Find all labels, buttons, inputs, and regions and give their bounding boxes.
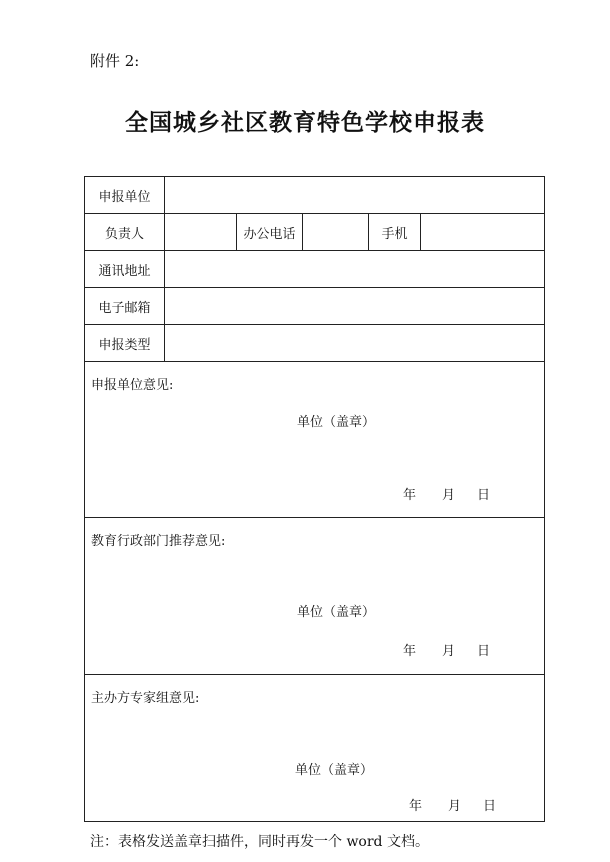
date-day: 日	[483, 799, 497, 814]
expert-group-date	[409, 795, 496, 814]
expert-group-opinion-title: 主办方专家组意见:	[91, 691, 200, 706]
date-day: 日	[477, 644, 491, 659]
application-type-field[interactable]	[165, 325, 545, 362]
office-phone-label: 办公电话	[237, 214, 303, 251]
date-month: 月	[442, 488, 456, 503]
education-dept-opinion-title: 教育行政部门推荐意见:	[91, 534, 226, 549]
contact-person-field[interactable]	[165, 214, 237, 251]
contact-person-label: 负责人	[85, 214, 165, 251]
application-form-table	[84, 176, 545, 822]
date-day: 日	[477, 488, 491, 503]
education-dept-seal-label: 单位（盖章）	[297, 605, 376, 620]
form-title: 全国城乡社区教育特色学校申报表	[125, 110, 485, 136]
applicant-opinion-section[interactable]	[85, 362, 545, 518]
education-dept-opinion-section[interactable]	[85, 518, 545, 675]
date-month: 月	[442, 644, 456, 659]
office-phone-field[interactable]	[303, 214, 369, 251]
applicant-seal-label: 单位（盖章）	[297, 415, 376, 430]
email-field[interactable]	[165, 288, 545, 325]
mobile-field[interactable]	[421, 214, 545, 251]
expert-group-opinion-section[interactable]	[85, 675, 545, 822]
education-dept-date	[403, 640, 490, 659]
address-field[interactable]	[165, 251, 545, 288]
date-year: 年	[403, 488, 417, 503]
date-month: 月	[448, 799, 462, 814]
attachment-label: 附件 2:	[90, 52, 140, 70]
applicant-date	[403, 484, 490, 503]
applicant-field[interactable]	[165, 177, 545, 214]
date-year: 年	[409, 799, 423, 814]
date-year: 年	[403, 644, 417, 659]
footnote: 注：表格发送盖章扫描件，同时再发一个 word 文档。	[90, 834, 429, 850]
email-label: 电子邮箱	[85, 288, 165, 325]
applicant-label: 申报单位	[85, 177, 165, 214]
address-label: 通讯地址	[85, 251, 165, 288]
applicant-opinion-title: 申报单位意见:	[91, 378, 174, 393]
application-type-label: 申报类型	[85, 325, 165, 362]
expert-group-seal-label: 单位（盖章）	[295, 763, 374, 778]
mobile-label: 手机	[369, 214, 421, 251]
